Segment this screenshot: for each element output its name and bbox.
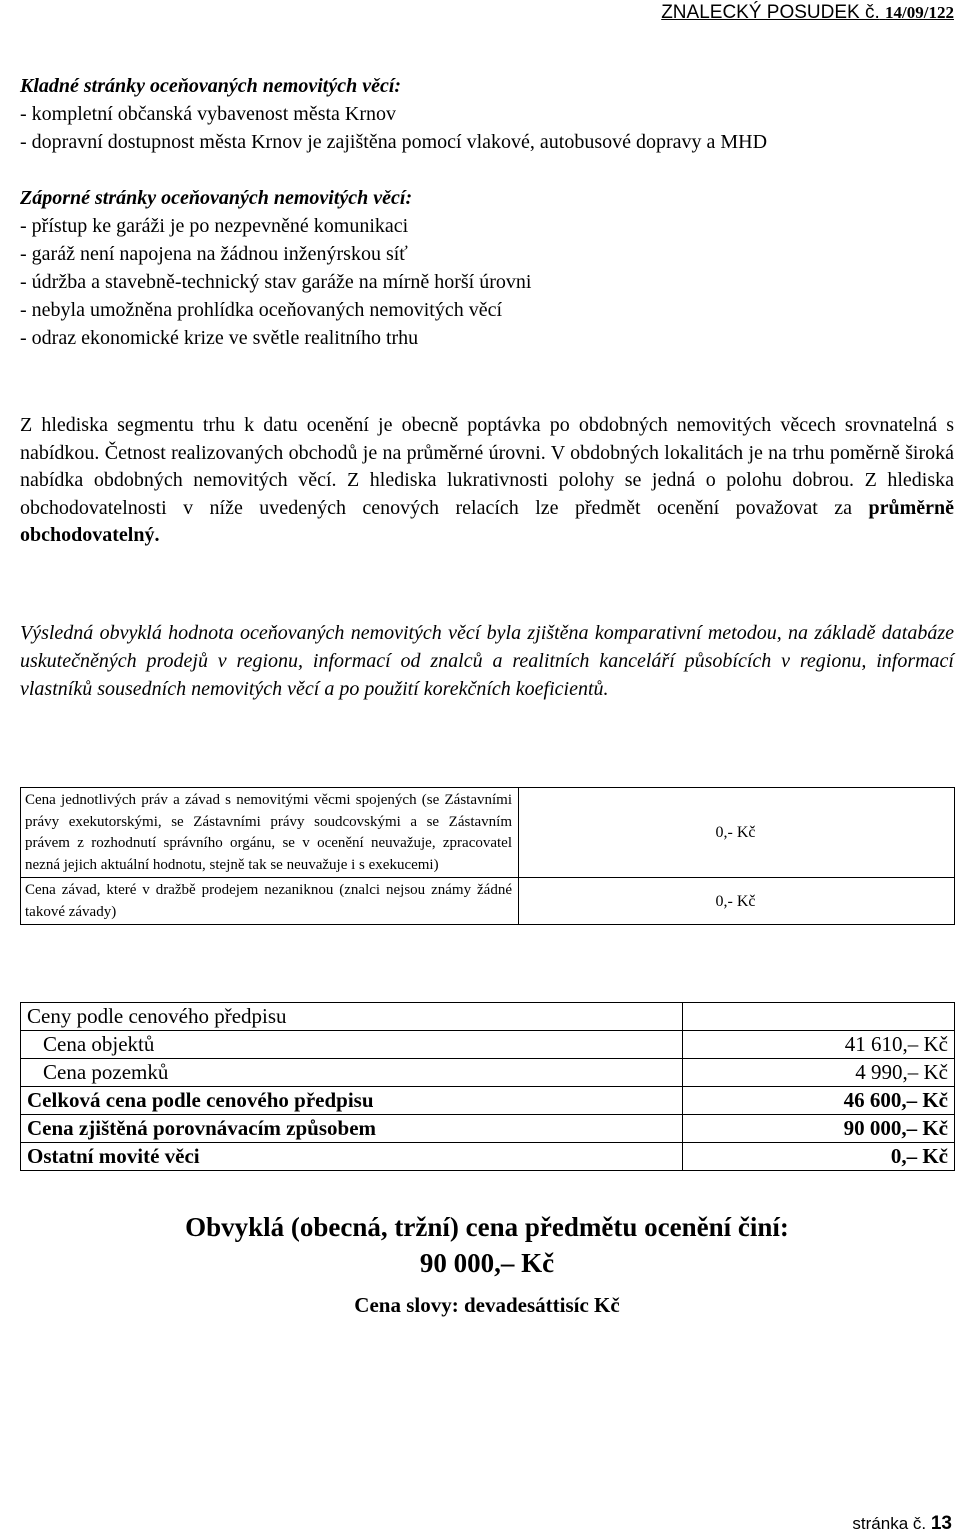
prices-table [20,1002,955,1171]
footer-label: stránka č. [852,1514,927,1533]
encumbrances-table [20,787,955,925]
page-header [661,2,954,24]
header-title: ZNALECKÝ POSUDEK č. [661,2,880,23]
list-item: - nebyla umožněna prohlídka oceňovaných nemovitých věcí [20,299,503,321]
prices-heading-empty [683,1003,955,1031]
page-number: 13 [930,1513,952,1534]
price-label: Celková cena podle cenového předpisu [21,1087,683,1115]
page-footer [852,1513,952,1535]
final-price-value: 90 000,– Kč [419,1248,555,1278]
encumbrance-label: Cena jednotlivých práv a závad s nemovitými věcmi spojených (se Zástavními právy exekutorskými, se Zástavními právy soudcovskými a se Zástavním právem z rozhodnutí správního orgánu, se v ocenění neuvažuje, zpracovatel nezná jejich aktuální hodnotu, stejně tak se neuvažuje i s exekucemi) [21,788,519,878]
price-value: 4 990,– Kč [683,1059,955,1087]
method-paragraph [20,619,954,703]
encumbrance-label: Cena závad, které v dražbě prodejem nezaniknou (znalci nejsou známy žádné takové závady) [21,878,519,925]
list-item: - garáž není napojena na žádnou inženýrskou síť [20,243,408,265]
market-text [20,412,954,550]
market-paragraph [20,412,954,550]
positives-title: Kladné stránky oceňovaných nemovitých věcí: [20,75,402,97]
table-row [21,1115,955,1143]
price-value: 0,– Kč [683,1143,955,1171]
negatives-title: Záporné stránky oceňovaných nemovitých věcí: [20,187,413,209]
table-row [21,1003,955,1031]
list-item: - přístup ke garáži je po nezpevněné komunikaci [20,215,409,237]
final-price-words: Cena slovy: devadesáttisíc Kč [354,1293,620,1317]
price-label: Cena zjištěná porovnávacím způsobem [21,1115,683,1143]
list-item: - dopravní dostupnost města Krnov je zajištěna pomocí vlakové, autobusové dopravy a MHD [20,131,768,153]
price-label: Cena objektů [21,1031,683,1059]
table-row [21,1087,955,1115]
table-row [21,1031,955,1059]
list-item: - údržba a stavebně-technický stav garáže na mírně horší úrovni [20,271,532,293]
market-text-emphasis: průměrně obchodovatelný. [20,496,954,546]
price-value: 41 610,– Kč [683,1031,955,1059]
positives-section [20,72,954,156]
price-label: Ostatní movité věci [21,1143,683,1171]
positives-list [20,100,954,156]
market-text-body: Z hlediska segmentu trhu k datu ocenění je obecně poptávka po obdobných nemovitých věcech srovnatelná s nabídkou. Četnost realizovaných obchodů je na průměrné úrovni. V obdobných lokalitách je na trhu poměrně široká nabídka obdobných nemovitých věcí. Z hlediska lukrativnosti polohy se jedná o polohu dobrou. Z hlediska obchodovatelnosti v níže uvedených cenových relacích lze předmět ocenění považovat za [20,414,954,519]
table-row [21,878,955,925]
table-row [21,1059,955,1087]
negatives-list [20,212,954,352]
negatives-section [20,184,954,352]
encumbrance-value: 0,- Kč [519,878,955,925]
prices-heading: Ceny podle cenového předpisu [21,1003,683,1031]
header-number: 14/09/122 [885,3,954,22]
price-value: 90 000,– Kč [683,1115,955,1143]
price-label: Cena pozemků [21,1059,683,1087]
encumbrance-value: 0,- Kč [519,788,955,878]
price-value: 46 600,– Kč [683,1087,955,1115]
method-text: Výsledná obvyklá hodnota oceňovaných nemovitých věcí byla zjištěna komparativní metodou, na základě databáze uskutečněných prodejů v regionu, informací od znalců a realitních kanceláří působících v regionu, informací vlastníků sousedních nemovitých věcí a po použití korekčních koeficientů. [20,622,954,700]
table-row [21,788,955,878]
table-row [21,1143,955,1171]
list-item: - odraz ekonomické krize ve světle realitního trhu [20,327,419,349]
final-price-label: Obvyklá (obecná, tržní) cena předmětu ocenění činí: [185,1212,789,1242]
list-item: - kompletní občanská vybavenost města Krnov [20,103,397,125]
